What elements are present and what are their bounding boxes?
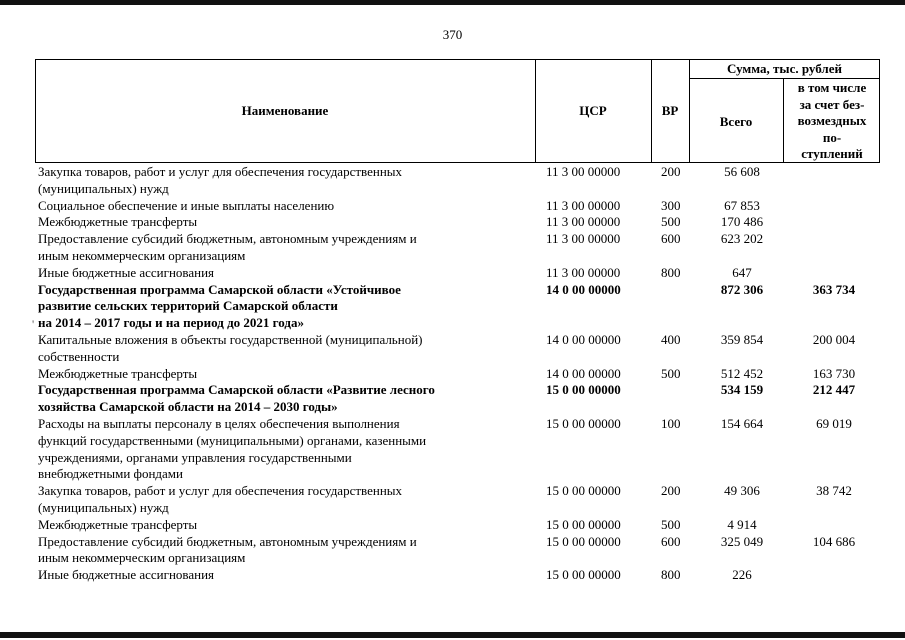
table-row: [38, 332, 883, 366]
row-name: [38, 164, 501, 198]
row-name-line: иным некоммерческим организациям: [38, 247, 246, 263]
table-row: [38, 265, 883, 282]
row-name-line: на 2014 – 2017 годы и на период до 2021 года»: [38, 315, 304, 331]
table-row: [38, 282, 883, 332]
row-name-line: Капитальные вложения в объекты государственной (муниципальной): [38, 331, 423, 347]
row-vr: 600: [661, 533, 681, 549]
table-row: [38, 567, 883, 584]
row-free-receipts: 163 730: [812, 365, 856, 381]
top-border: [0, 0, 905, 5]
row-name: [38, 416, 501, 483]
row-name: [38, 282, 501, 332]
row-csr: 11 3 00 00000: [546, 197, 621, 213]
row-csr: 14 0 00 00000: [546, 331, 621, 347]
bottom-border: [0, 632, 905, 638]
row-name-line: Межбюджетные трансферты: [38, 214, 198, 230]
table-row: [38, 366, 883, 383]
row-vr: 200: [661, 483, 681, 499]
row-name-line: Иные бюджетные ассигнования: [38, 567, 215, 583]
row-total: 154 664: [720, 415, 764, 431]
table-row: [38, 416, 883, 483]
header-sum-rule: [689, 78, 880, 79]
table-body: [38, 164, 883, 584]
row-name: [38, 567, 501, 584]
table-header: [35, 59, 880, 163]
row-total: 534 159: [720, 382, 764, 398]
row-csr: 11 3 00 00000: [546, 214, 621, 230]
row-name-line: Расходы на выплаты персоналу в целях обеспечения выполнения: [38, 415, 400, 431]
header-free-line: в том числе: [797, 80, 867, 95]
row-name-line: Государственная программа Самарской области «Развитие лесного: [38, 382, 435, 398]
row-vr: 500: [661, 365, 681, 381]
row-total: 325 049: [720, 533, 764, 549]
row-name: [38, 517, 501, 534]
row-name: [38, 332, 501, 366]
row-vr: 300: [661, 197, 681, 213]
row-name: [38, 214, 501, 231]
row-vr: 200: [661, 164, 681, 179]
table-row: [38, 164, 883, 198]
row-vr: 100: [661, 415, 681, 431]
table-row: [38, 382, 883, 416]
row-free-receipts: 38 742: [816, 483, 852, 499]
header-bottom-rule: [35, 162, 880, 163]
row-name-line: Межбюджетные трансферты: [38, 516, 198, 532]
page-number: 370: [442, 27, 463, 42]
row-free-receipts: 363 734: [812, 281, 856, 297]
row-name-line: (муниципальных) нужд: [38, 499, 169, 515]
table-row: [38, 214, 883, 231]
row-csr: 11 3 00 00000: [546, 231, 621, 247]
row-vr: 500: [661, 214, 681, 230]
row-name-line: хозяйства Самарской области на 2014 – 2030 годы»: [38, 399, 338, 415]
row-name-line: иным некоммерческим организациям: [38, 550, 246, 566]
row-total: 49 306: [724, 483, 760, 499]
header-total: Всего: [719, 114, 753, 129]
header-top-rule: [35, 59, 880, 60]
table-row: [38, 198, 883, 215]
row-free-receipts: 200 004: [812, 331, 856, 347]
row-name-line: учреждениями, органами управления государственными: [38, 449, 352, 465]
row-name-line: Предоставление субсидий бюджетным, автономным учреждениям и: [38, 533, 417, 549]
row-total: 67 853: [724, 197, 760, 213]
row-csr: 14 0 00 00000: [546, 365, 621, 381]
header-free-line: по-: [822, 129, 842, 145]
header-free-line: за счет без-: [799, 96, 865, 112]
row-total: 872 306: [720, 281, 764, 297]
row-vr: 800: [661, 567, 681, 583]
table-row: [38, 534, 883, 568]
row-name-line: Межбюджетные трансферты: [38, 365, 198, 381]
row-free-receipts: 69 019: [816, 415, 852, 431]
row-total: 647: [732, 264, 752, 280]
row-total: 56 608: [724, 164, 760, 179]
row-csr: 14 0 00 00000: [546, 281, 621, 297]
row-name-line: собственности: [38, 348, 120, 364]
row-csr: 15 0 00 00000: [546, 483, 621, 499]
row-vr: 800: [661, 264, 681, 280]
table-row: [38, 231, 883, 265]
row-free-receipts: 104 686: [812, 533, 856, 549]
row-name: [38, 198, 501, 215]
row-name-line: Закупка товаров, работ и услуг для обеспечения государственных: [38, 164, 403, 179]
row-name-line: Предоставление субсидий бюджетным, автономным учреждениям и: [38, 231, 417, 247]
header-csr: ЦСР: [579, 103, 607, 118]
row-csr: 15 0 00 00000: [546, 382, 621, 398]
row-name: [38, 382, 501, 416]
row-name: [38, 265, 501, 282]
row-total: 512 452: [720, 365, 764, 381]
row-name: [38, 366, 501, 383]
row-csr: 15 0 00 00000: [546, 415, 621, 431]
table-row: [38, 483, 883, 517]
margin-mark: ': [32, 317, 35, 331]
header-free-line: ступлений: [801, 146, 863, 161]
row-csr: 11 3 00 00000: [546, 264, 621, 280]
row-name: [38, 534, 501, 568]
header-name: Наименование: [241, 103, 329, 118]
row-name-line: Иные бюджетные ассигнования: [38, 264, 215, 280]
row-csr: 15 0 00 00000: [546, 533, 621, 549]
row-total: 170 486: [720, 214, 764, 230]
row-name-line: (муниципальных) нужд: [38, 180, 169, 196]
header-vr: ВР: [661, 103, 679, 118]
row-free-receipts: 212 447: [812, 382, 856, 398]
row-csr: 15 0 00 00000: [546, 516, 621, 532]
row-name-line: Социальное обеспечение и иные выплаты населению: [38, 197, 335, 213]
row-total: 226: [732, 567, 752, 583]
row-total: 359 854: [720, 331, 764, 347]
row-vr: 600: [661, 231, 681, 247]
row-name-line: развитие сельских территорий Самарской области: [38, 298, 338, 314]
row-name-line: внебюджетными фондами: [38, 466, 183, 482]
table-row: [38, 517, 883, 534]
header-free-receipts: [785, 80, 879, 163]
row-name-line: Государственная программа Самарской области «Устойчивое: [38, 281, 401, 297]
row-total: 4 914: [727, 516, 757, 532]
row-total: 623 202: [720, 231, 764, 247]
row-name-line: Закупка товаров, работ и услуг для обеспечения государственных: [38, 483, 403, 499]
row-vr: 400: [661, 331, 681, 347]
header-divider: [783, 78, 784, 163]
row-name-line: функций государственными (муниципальными) органами, казенными: [38, 432, 427, 448]
header-sum-title: Сумма, тыс. рублей: [727, 61, 842, 76]
row-name: [38, 483, 501, 517]
row-vr: 500: [661, 516, 681, 532]
row-name: [38, 231, 501, 265]
row-csr: 15 0 00 00000: [546, 567, 621, 583]
row-csr: 11 3 00 00000: [546, 164, 621, 179]
header-free-line: возмездных: [797, 113, 867, 128]
